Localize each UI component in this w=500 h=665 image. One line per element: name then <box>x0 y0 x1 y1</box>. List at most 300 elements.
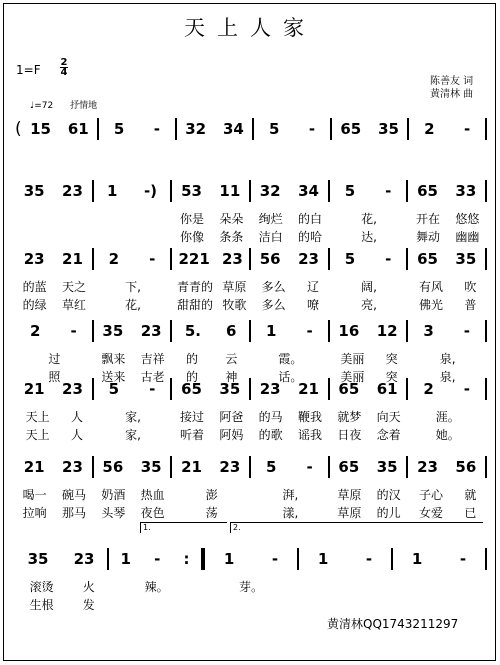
lyric-word: 的马 <box>258 410 283 424</box>
volta-2: 2. <box>230 522 483 533</box>
lyric-word: 多么 <box>261 280 286 294</box>
note-group: 1 <box>266 322 277 340</box>
note-group: 23 <box>417 458 438 476</box>
note-group: 65 <box>417 182 438 200</box>
lyric-word: 阿妈 <box>219 428 244 442</box>
footer-credit: 黄清林QQ1743211297 <box>327 617 459 631</box>
lyric-measure <box>251 228 330 245</box>
lyric-word: 她。 <box>435 428 460 442</box>
lyric-measure <box>408 228 487 245</box>
note-group: 16 <box>338 322 360 340</box>
note-group: 23 <box>222 250 243 268</box>
note-group: 2 <box>108 250 120 268</box>
barline <box>485 118 487 140</box>
lyric-word: 碗马 <box>61 488 86 502</box>
measure <box>94 182 171 200</box>
lyric-line <box>15 278 487 295</box>
lyric-word: 念着 <box>376 428 401 442</box>
measure <box>251 380 328 398</box>
lyric-word: 荡 <box>205 506 218 520</box>
notes-line <box>15 180 487 202</box>
lyric-word: 亮, <box>361 298 377 312</box>
lyric-measure <box>94 504 173 521</box>
lyric-word: 澎 <box>205 488 218 502</box>
note-group: - <box>459 550 467 568</box>
lyric-word: 甜甜的 <box>177 298 214 312</box>
note-group: 15 <box>30 120 51 138</box>
lyric-line <box>15 350 487 367</box>
lyric-measure <box>251 426 330 443</box>
lyric-word: 发 <box>82 598 95 612</box>
note-group: 21 <box>23 458 45 476</box>
note-group: 23 <box>62 182 83 200</box>
measure <box>22 120 98 138</box>
note-group: - <box>70 322 77 340</box>
key-signature: 1=F <box>16 63 41 77</box>
lyric-measure <box>94 350 173 367</box>
note-group: 65 <box>338 380 360 398</box>
note-group: 5 <box>113 120 125 138</box>
note-group: 65 <box>181 380 202 398</box>
lyric-measure <box>15 296 94 313</box>
note-group: - <box>306 458 313 476</box>
notation-row <box>15 320 487 342</box>
measure <box>172 458 249 476</box>
lyric-measure <box>172 504 251 521</box>
lyric-measure <box>330 296 409 313</box>
lyric-measure <box>330 210 409 227</box>
note-group: 32 <box>259 182 281 200</box>
note-group: - <box>153 120 161 138</box>
volta-1: 1. <box>140 522 227 533</box>
lyric-word: 家, <box>125 428 141 442</box>
notes-line <box>15 548 487 570</box>
note-group: 53 <box>181 182 202 200</box>
lyric-measure <box>15 278 94 295</box>
lyric-measure <box>393 596 487 613</box>
lyric-word: 湃, <box>282 488 299 502</box>
note-group: - <box>149 380 156 398</box>
lyric-word: 突 <box>385 352 398 366</box>
lyric-word: 人 <box>70 428 83 442</box>
note-group: 5 <box>344 182 356 200</box>
note-group: 21 <box>298 380 319 398</box>
lyric-measure <box>94 210 173 227</box>
song-title: 天上人家 <box>184 16 316 40</box>
note-group: - <box>365 550 373 568</box>
lyric-line <box>15 596 487 613</box>
lyric-measure <box>330 278 409 295</box>
lyric-word: 的 <box>186 370 199 384</box>
note-group: : <box>183 550 190 568</box>
lyric-word: 的哈 <box>298 230 323 244</box>
barline <box>485 180 487 202</box>
lyric-measure <box>408 210 487 227</box>
lyric-measure <box>15 426 94 443</box>
note-group: - <box>463 380 471 398</box>
measure <box>330 322 407 340</box>
lyric-measure <box>408 350 487 367</box>
note-group: 35 <box>23 182 45 200</box>
lyric-measure <box>251 278 330 295</box>
lyric-word: 古老 <box>140 370 165 384</box>
measure <box>408 458 485 476</box>
lyric-word: 就 <box>464 488 477 502</box>
lyric-line <box>15 426 487 443</box>
note-group: 1 <box>106 182 118 200</box>
lyric-word: 夜色 <box>140 506 165 520</box>
lyric-word: 嘹 <box>307 298 320 312</box>
lyric-word: 的儿 <box>376 506 401 520</box>
lyric-word: 的歌 <box>258 428 283 442</box>
measure <box>15 250 92 268</box>
lyric-measure <box>172 296 251 313</box>
lyric-word: 人 <box>70 410 83 424</box>
note-group: 65 <box>340 120 362 138</box>
measure <box>330 250 407 268</box>
note-group: - <box>271 550 279 568</box>
lyric-measure <box>172 486 251 503</box>
lyric-measure <box>172 350 251 367</box>
measure <box>99 120 175 138</box>
measure <box>393 550 485 568</box>
lyric-word: 鞭我 <box>298 410 323 424</box>
lyric-word: 幽幽 <box>455 230 480 244</box>
lyric-word: 就梦 <box>337 410 362 424</box>
lyric-word: 听着 <box>180 428 205 442</box>
lyric-measure <box>15 210 94 227</box>
barline <box>485 456 487 478</box>
lyric-word: 向天 <box>376 410 401 424</box>
lyric-word: 辣。 <box>144 580 169 594</box>
lyric-word: 的蓝 <box>22 280 47 294</box>
lyric-word: 下, <box>125 280 141 294</box>
lyric-word: 你像 <box>180 230 205 244</box>
lyric-word: 的 <box>186 352 199 366</box>
measure <box>172 250 249 268</box>
note-group: 5 <box>108 380 120 398</box>
lyric-measure <box>172 278 251 295</box>
note-group: 5 <box>266 458 277 476</box>
lyric-measure <box>172 426 251 443</box>
lyric-word: 泉, <box>439 370 456 384</box>
note-group: 12 <box>376 322 398 340</box>
lyric-measure <box>94 408 173 425</box>
note-group: 35 <box>455 250 477 268</box>
note-group: 56 <box>259 250 281 268</box>
measure <box>251 322 328 340</box>
lyric-measure <box>408 504 487 521</box>
note-group: 23 <box>62 458 83 476</box>
measure <box>251 182 328 200</box>
measure <box>172 322 249 340</box>
note-group: 35 <box>219 380 241 398</box>
lyric-word: 条条 <box>219 230 244 244</box>
tempo-value: ♩=72 <box>30 101 54 111</box>
lyric-word: 吹 <box>464 280 477 294</box>
measure <box>330 380 407 398</box>
measure <box>251 250 328 268</box>
lyric-measure <box>408 296 487 313</box>
note-group: 1 <box>317 550 329 568</box>
lyric-word: 涯。 <box>435 410 460 424</box>
lyric-word: 多么 <box>261 298 286 312</box>
lyric-word: 天之 <box>61 280 86 294</box>
measure <box>94 458 171 476</box>
notation-row <box>15 248 487 270</box>
note-group: 23 <box>62 380 83 398</box>
lyric-word: 照 <box>48 370 61 384</box>
lyric-word: 阿爸 <box>219 410 244 424</box>
lyric-word: 神 <box>225 370 238 384</box>
note-group: 65 <box>338 458 360 476</box>
lyric-measure <box>298 596 392 613</box>
lyric-line <box>15 578 487 595</box>
lyric-measure <box>172 228 251 245</box>
note-group: 34 <box>223 120 244 138</box>
note-group: 5. <box>184 322 201 340</box>
note-group: - <box>308 120 316 138</box>
lyric-word: 飘来 <box>101 352 126 366</box>
lyric-measure <box>15 486 94 503</box>
lyric-word: 阔, <box>361 280 377 294</box>
measure <box>15 380 92 398</box>
lyric-word: 日夜 <box>337 428 362 442</box>
note-group: 2 <box>30 322 41 340</box>
note-group: 56 <box>455 458 477 476</box>
lyric-word: 热血 <box>140 488 165 502</box>
lyric-word: 突 <box>385 370 398 384</box>
lyric-word: 的绿 <box>22 298 47 312</box>
measure <box>15 458 92 476</box>
lyric-word: 美丽 <box>340 370 365 384</box>
lyric-measure <box>172 408 251 425</box>
note-group: 221 <box>178 250 210 268</box>
lyric-measure <box>15 350 94 367</box>
lyric-line <box>15 228 487 245</box>
note-group: 23 <box>73 550 95 568</box>
measure <box>332 120 408 138</box>
lyric-word: 谣我 <box>298 428 323 442</box>
notation-row <box>15 548 487 570</box>
barline <box>485 378 487 400</box>
lyric-measure <box>330 408 409 425</box>
note-group: 5 <box>269 120 280 138</box>
note-group: 1 <box>120 550 131 568</box>
lyric-word: 草原 <box>337 488 362 502</box>
lyric-word: 过 <box>48 352 61 366</box>
note-group: 21 <box>23 380 45 398</box>
note-group: 32 <box>185 120 207 138</box>
lyric-word: 奶酒 <box>101 488 126 502</box>
lyric-word: 牧歌 <box>222 298 247 312</box>
note-group: 35 <box>27 550 49 568</box>
measure <box>408 250 485 268</box>
note-group: 65 <box>417 250 438 268</box>
lyric-word: 泉, <box>439 352 456 366</box>
note-group: - <box>385 182 392 200</box>
lyric-word: 吉祥 <box>140 352 165 366</box>
lyric-measure <box>15 596 109 613</box>
barline <box>485 248 487 270</box>
note-group: 35 <box>102 322 124 340</box>
barline <box>485 548 487 570</box>
lyric-word: 舞动 <box>416 230 441 244</box>
lyric-measure <box>15 578 109 595</box>
measure <box>172 182 249 200</box>
note-group: 61 <box>67 120 89 138</box>
lyric-measure <box>408 426 487 443</box>
note-group: - <box>306 322 313 340</box>
lyric-measure <box>15 408 94 425</box>
lyric-measure <box>94 278 173 295</box>
note-group: - <box>463 322 471 340</box>
lyric-measure <box>330 228 409 245</box>
measure <box>254 120 330 138</box>
note-group: 23 <box>140 322 162 340</box>
note-group: 21 <box>62 250 83 268</box>
notes-line <box>15 118 487 140</box>
lyric-measure <box>408 278 487 295</box>
note-group: 33 <box>455 182 477 200</box>
note-group: - <box>154 550 161 568</box>
measure <box>109 550 201 568</box>
note-group: 23 <box>259 380 281 398</box>
expression-mark: 抒情地 <box>70 101 98 111</box>
note-group: - <box>385 250 392 268</box>
lyric-measure <box>94 296 173 313</box>
lyric-word: 花, <box>125 298 141 312</box>
note-group: 61 <box>376 380 398 398</box>
lyric-word: 你是 <box>180 212 205 226</box>
measure <box>251 458 328 476</box>
time-bottom: 4 <box>60 67 68 78</box>
note-group: 35 <box>378 120 399 138</box>
note-group: 5 <box>344 250 356 268</box>
lyric-line <box>15 296 487 313</box>
lyric-word: 霞。 <box>278 352 303 366</box>
lyric-word: 辽 <box>307 280 320 294</box>
measure <box>94 322 171 340</box>
barline <box>485 320 487 342</box>
notes-line <box>15 248 487 270</box>
lyric-measure <box>94 486 173 503</box>
measure <box>330 458 407 476</box>
lyric-word: 火 <box>82 580 95 594</box>
lyric-measure <box>94 426 173 443</box>
measure <box>330 182 407 200</box>
lyric-measure <box>109 578 203 595</box>
note-group: 11 <box>219 182 241 200</box>
measure <box>94 380 171 398</box>
note-group: 23 <box>23 250 45 268</box>
lyric-word: 洁白 <box>258 230 283 244</box>
lyric-word: 话。 <box>278 370 303 384</box>
lyric-measure <box>393 578 487 595</box>
notation-row <box>15 378 487 400</box>
lyric-measure <box>251 210 330 227</box>
measure <box>177 120 253 138</box>
lyric-measure <box>408 408 487 425</box>
measure <box>409 120 485 138</box>
lyric-word: 送来 <box>101 370 126 384</box>
lyric-line <box>15 408 487 425</box>
lyric-word: 喝一 <box>22 488 47 502</box>
lyric-word: 草原 <box>222 280 247 294</box>
open-paren: ( <box>15 119 22 139</box>
lyric-word: 绚烂 <box>258 212 283 226</box>
lyric-measure <box>408 486 487 503</box>
note-group: 3 <box>423 322 434 340</box>
time-signature <box>60 58 68 77</box>
note-group: 35 <box>140 458 162 476</box>
measure <box>205 550 297 568</box>
note-group: -) <box>143 182 158 200</box>
lyric-word: 花, <box>361 212 377 226</box>
notation-row <box>15 118 487 140</box>
note-group: 23 <box>298 250 319 268</box>
measure <box>408 380 485 398</box>
lyric-word: 女爱 <box>419 506 444 520</box>
note-group: 1 <box>411 550 423 568</box>
lyric-word: 天上 <box>25 410 50 424</box>
note-group: 6 <box>226 322 237 340</box>
lyric-word: 悠悠 <box>455 212 480 226</box>
lyric-word: 接过 <box>180 410 205 424</box>
lyric-word: 生根 <box>29 598 54 612</box>
note-group: 56 <box>102 458 124 476</box>
note-group: 23 <box>219 458 241 476</box>
measure <box>15 550 107 568</box>
lyric-word: 家, <box>125 410 141 424</box>
lyric-measure <box>330 504 409 521</box>
lyric-word: 青青的 <box>177 280 214 294</box>
lyric-word: 云 <box>225 352 238 366</box>
lyric-word: 头琴 <box>101 506 126 520</box>
time-top: 2 <box>60 57 68 68</box>
lyric-measure <box>298 578 392 595</box>
lyric-word: 的汉 <box>376 488 401 502</box>
lyric-word: 已 <box>464 506 477 520</box>
lyric-measure <box>15 504 94 521</box>
lyric-word: 漾, <box>282 506 299 520</box>
measure <box>15 322 92 340</box>
lyric-word: 滚烫 <box>29 580 54 594</box>
lyric-measure <box>172 210 251 227</box>
lyric-measure <box>251 504 330 521</box>
notation-row <box>15 180 487 202</box>
note-group: 34 <box>298 182 319 200</box>
lyric-line <box>15 486 487 503</box>
lyric-measure <box>204 596 298 613</box>
lyric-word: 拉响 <box>22 506 47 520</box>
lyric-measure <box>251 296 330 313</box>
lyric-word: 朵朵 <box>219 212 244 226</box>
lyric-word: 那马 <box>61 506 86 520</box>
measure <box>408 322 485 340</box>
lyric-measure <box>251 350 330 367</box>
lyric-word: 天上 <box>25 428 50 442</box>
lyric-word: 子心 <box>419 488 444 502</box>
composer-credit: 黄清林 曲 <box>430 89 474 100</box>
measure <box>299 550 391 568</box>
measure <box>408 182 485 200</box>
note-group: 21 <box>181 458 202 476</box>
lyric-word: 普 <box>464 298 477 312</box>
note-group: - <box>464 120 471 138</box>
lyric-word: 的白 <box>298 212 323 226</box>
lyric-measure <box>251 408 330 425</box>
